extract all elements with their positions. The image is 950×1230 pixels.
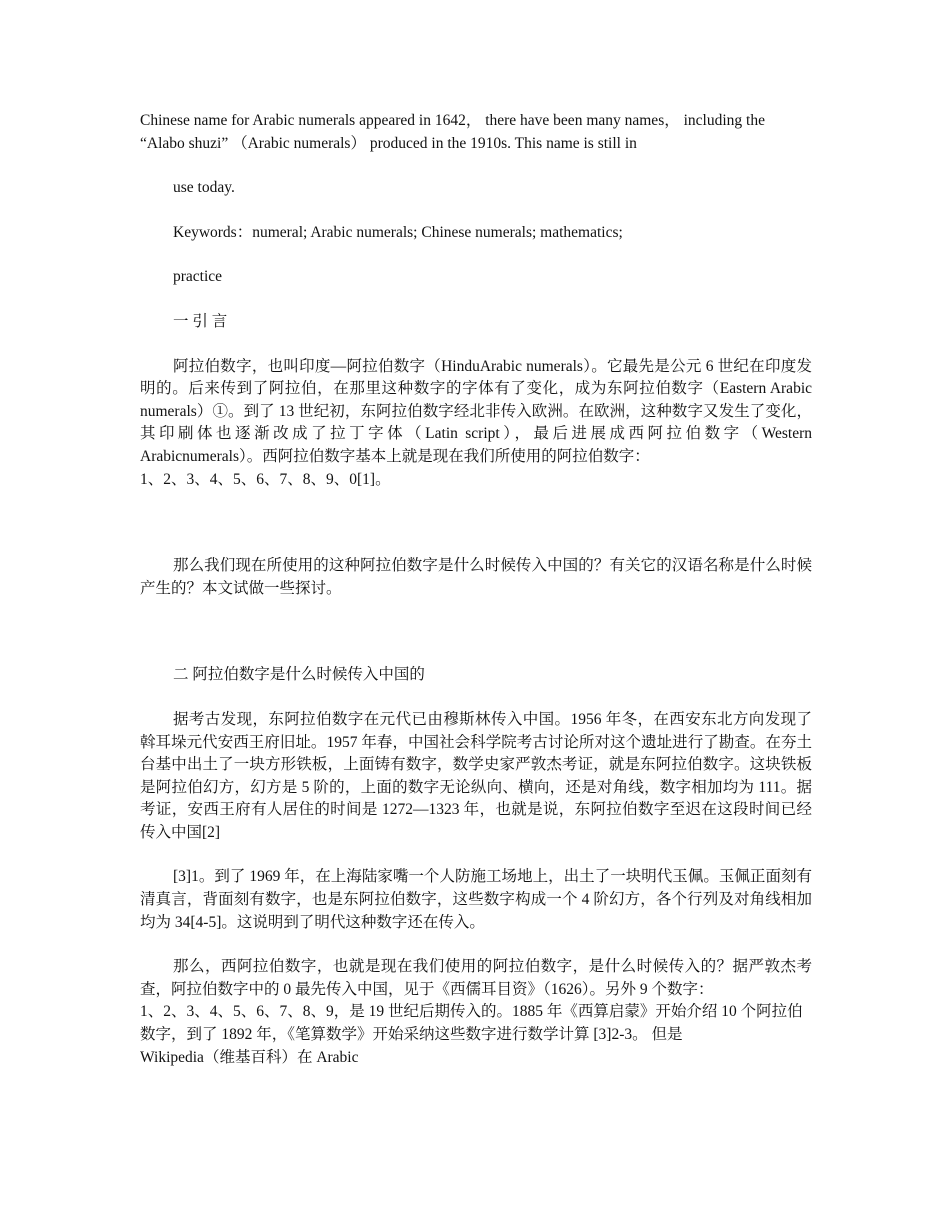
abstract-line-1: Chinese name for Arabic numerals appeared in 1642， there have been many names， including the bbox=[140, 112, 765, 129]
section-2-paragraph-1: 据考古发现，东阿拉伯数字在元代已由穆斯林传入中国。1956 年冬，在西安东北方向发现了斡耳垛元代安西王府旧址。1957 年春，中国社会科学院考古讨论所对这个遗址进行了勘查。在夯土台基中出土了一块方形铁板，上面铸有数字，数学史家严敦杰考证，就是东阿拉伯数字。这块铁板是阿拉伯幻方，幻方是 5 阶的，上面的数字无论纵向、横向，还是对角线，数字相加均为 111。据考证，安西王府有人居住的时间是 1272—1323 年，也就是说，东阿拉伯数字至迟在这段时间已经传入中国[2] bbox=[140, 710, 812, 841]
section-1-paragraph-1-digits: 1、2、3、4、5、6、7、8、9、0[1]。 bbox=[140, 470, 391, 488]
section-2-paragraph-2: [3]1。到了 1969 年，在上海陆家嘴一个人防施工场地上，出土了一块明代玉佩。玉佩正面刻有清真言，背面刻有数字，也是东阿拉伯数字，这些数字构成一个 4 阶幻方，各个行列及对角线相加均为 34[4-5]。这说明到了明代这种数字还在传入。 bbox=[140, 868, 812, 931]
keywords-line-2: practice bbox=[173, 268, 223, 286]
section-2-paragraph-3-end: Wikipedia（维基百科）在 Arabic bbox=[140, 1048, 359, 1066]
section-1-paragraph-1: 阿拉伯数字，也叫印度—阿拉伯数字（HinduArabic numerals）。它最先是公元 6 世纪在印度发明的。后来传到了阿拉伯，在那里这种数字的字体有了变化，成为东阿拉伯数字（Eastern Arabic numerals）①。到了 13 世纪初，东阿拉伯数字经北非传入欧洲。在欧洲，这种数字又发生了变化，其印刷体也逐渐改成了拉丁字体（Latin script），最后进展成西阿拉伯数字（Western Arabicnumerals）。西阿拉伯数字基本上就是现在我们所使用的阿拉伯数字： bbox=[140, 357, 812, 465]
abstract-continuation: use today. bbox=[173, 179, 235, 197]
abstract-line-2: “Alabo shuzi” （Arabic numerals） produced in the 1910s. This name is still in bbox=[140, 134, 637, 152]
keywords-line-1: Keywords：numeral; Arabic numerals; Chinese numerals; mathematics; bbox=[173, 223, 623, 241]
section-1-paragraph-2: 那么我们现在所使用的这种阿拉伯数字是什么时候传入中国的？有关它的汉语名称是什么时候产生的？本文试做一些探讨。 bbox=[140, 557, 812, 597]
section-2-paragraph-3: 那么，西阿拉伯数字，也就是现在我们使用的阿拉伯数字，是什么时候传入的？据严敦杰考查，阿拉伯数字中的 0 最先传入中国，见于《西儒耳目资》（1626）。另外 9 个数字： bbox=[140, 958, 812, 998]
section-1-heading: 一 引 言 bbox=[173, 312, 228, 330]
document-page bbox=[140, 110, 812, 1069]
section-2-paragraph-3-continued: 1、2、3、4、5、6、7、8、9，是 19 世纪后期传入的。1885 年《西算启蒙》开始介绍 10 个阿拉伯数字，到了 1892 年，《笔算数学》开始采纳这些数字进行数学计算 [3]2-3。 但是 bbox=[140, 1003, 803, 1044]
section-2-heading: 二 阿拉伯数字是什么时候传入中国的 bbox=[173, 666, 425, 684]
